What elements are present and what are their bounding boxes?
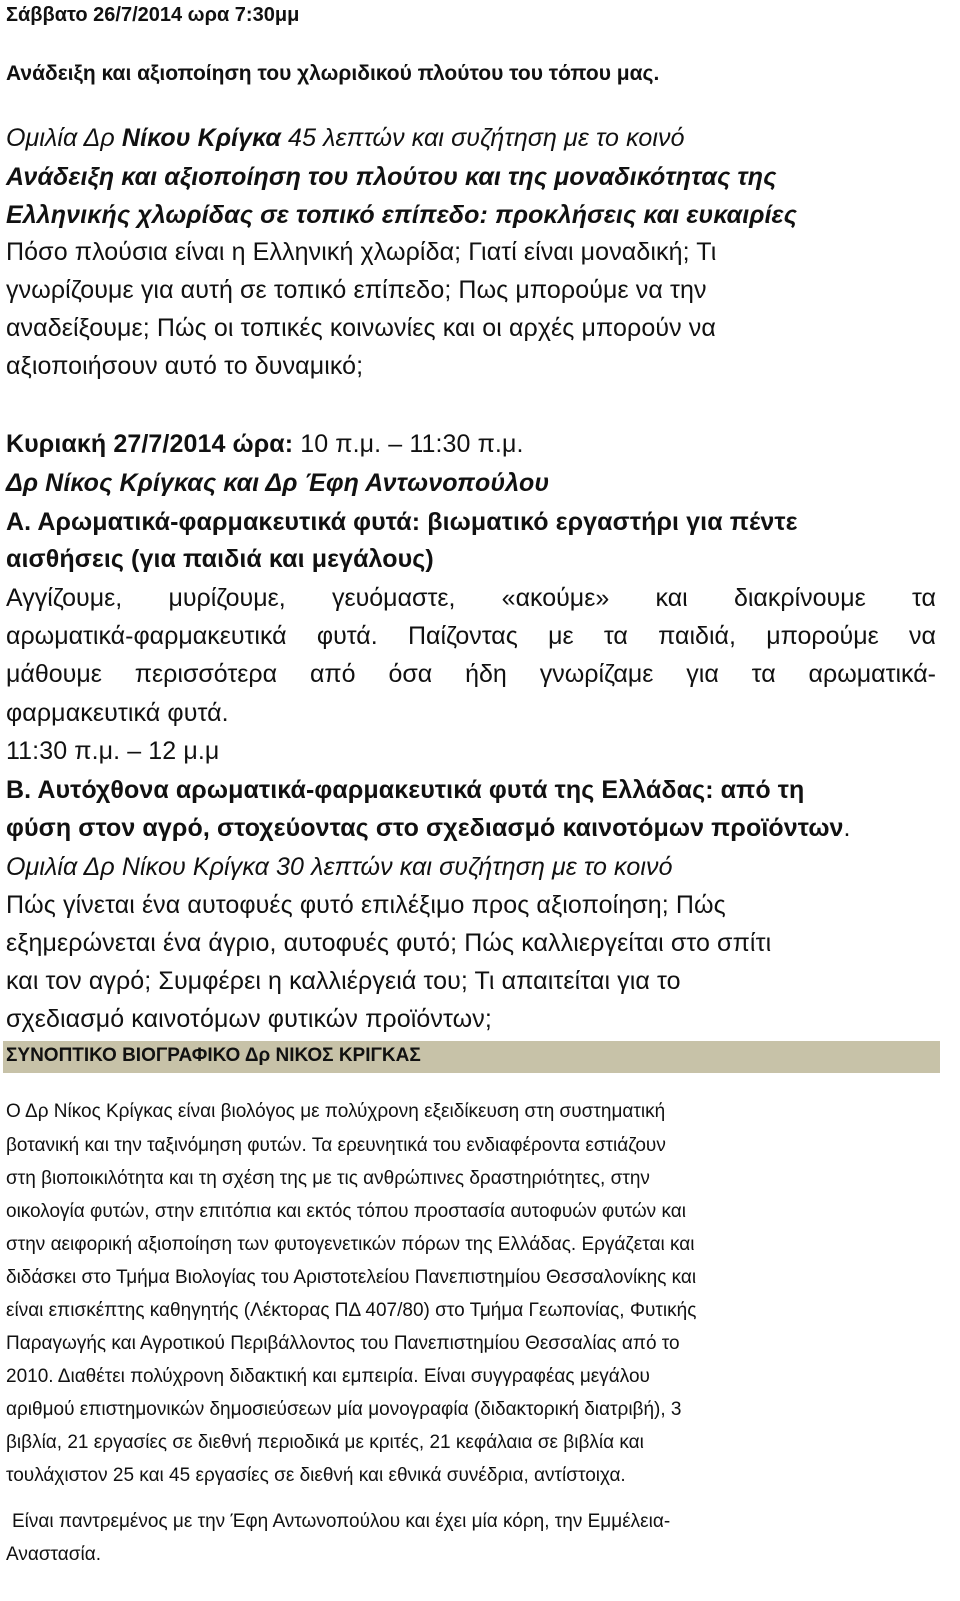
talk2-title-line-2 xyxy=(6,814,851,843)
talk1-body-line: αναδείξουμε; Πώς οι τοπικές κοινωνίες και οι αρχές μπορούν να xyxy=(6,314,716,342)
talk1-intro-suffix: 45 λεπτών και συζήτηση με το κοινό xyxy=(281,124,685,152)
bio-header-text: ΣΥΝΟΠΤΙΚΟ ΒΙΟΓΡΑΦΙΚΟ Δρ ΝΙΚΟΣ ΚΡΙΓΚΑΣ xyxy=(6,1045,421,1066)
bio-line: 2010. Διαθέτει πολύχρονη διδακτική και εμπειρία. Είναι συγγραφέας μεγάλου xyxy=(6,1366,650,1387)
talk2-title-text: φύση στον αγρό, στοχεύοντας στο σχεδιασμό καινοτόμων προϊόντων xyxy=(6,814,844,842)
talk2-intro: Ομιλία Δρ Νίκου Κρίγκα 30 λεπτών και συζήτηση με το κοινό xyxy=(6,853,673,881)
workshop-body-line: αρωματικά-φαρμακευτικά φυτά. Παίζοντας με τα παιδιά, μπορούμε να xyxy=(6,622,936,650)
bio-line: διδάσκει στο Τμήμα Βιολογίας του Αριστοτελείου Πανεπιστημίου Θεσσαλονίκης και xyxy=(6,1267,697,1288)
talk2-body-line: εξημερώνεται ένα άγριο, αυτοφυές φυτό; Πώς καλλιεργείται στο σπίτι xyxy=(6,929,772,957)
sunday-time-range: 10 π.μ. – 11:30 π.μ. xyxy=(293,430,524,458)
bio-family-line-2: Αναστασία. xyxy=(6,1544,101,1565)
talk1-intro xyxy=(6,124,685,153)
second-session-time: 11:30 π.μ. – 12 μ.μ xyxy=(6,737,220,765)
workshop-body-line: μάθουμε περισσότερα από όσα ήδη γνωρίζαμε για τα αρωματικά- xyxy=(6,660,936,688)
talk1-heading-line-1: Ανάδειξη και αξιοποίηση του πλούτου και της μοναδικότητας της xyxy=(6,163,777,191)
talk1-body-line: γνωρίζουμε για αυτή σε τοπικό επίπεδο; Πως μπορούμε να την xyxy=(6,276,707,304)
sunday-date-label: Κυριακή 27/7/2014 ώρα: xyxy=(6,430,294,458)
workshop-body-line: Αγγίζουμε, μυρίζουμε, γευόμαστε, «ακούμε» και διακρίνουμε τα xyxy=(6,584,936,612)
talk1-body-line: αξιοποιήσουν αυτό το δυναμικό; xyxy=(6,352,364,380)
workshop-body-line: φαρμακευτικά φυτά. xyxy=(6,699,229,727)
bio-header-bar xyxy=(3,1041,940,1073)
bio-line: οικολογία φυτών, στην επιτόπια και εκτός τόπου προστασία αυτοφυών φυτών και xyxy=(6,1201,686,1222)
talk1-body-line: Πόσο πλούσια είναι η Ελληνική χλωρίδα; Γιατί είναι μοναδική; Τι xyxy=(6,238,717,266)
talk2-title-period: . xyxy=(843,814,851,842)
bio-line: Παραγωγής και Αγροτικού Περιβάλλοντος του Πανεπιστημίου Θεσσαλίας από το xyxy=(6,1333,680,1354)
bio-line: αριθμού επιστημονικών δημοσιεύσεων μία μονογραφία (διδακτορική διατριβή), 3 xyxy=(6,1399,682,1420)
workshop-title-line-1: Α. Αρωματικά-φαρμακευτικά φυτά: βιωματικό εργαστήρι για πέντε xyxy=(6,508,798,536)
bio-line: στη βιοποικιλότητα και τη σχέση της με τις ανθρώπινες δραστηριότητες, στην xyxy=(6,1168,650,1189)
event-datetime: Σάββατο 26/7/2014 ωρα 7:30μμ xyxy=(6,4,300,26)
workshop-speakers: Δρ Νίκος Κρίγκας και Δρ Έφη Αντωνοπούλου xyxy=(6,469,550,497)
bio-line: είναι επισκέπτης καθηγητής (Λέκτορας ΠΔ 407/80) στο Τμήμα Γεωπονίας, Φυτικής xyxy=(6,1300,697,1321)
talk1-speaker-name: Νίκου Κρίγκα xyxy=(121,124,282,152)
talk1-intro-prefix: Ομιλία Δρ xyxy=(6,124,122,152)
bio-line: στην αειφορική αξιοποίηση των φυτογενετικών πόρων της Ελλάδας. Εργάζεται και xyxy=(6,1234,695,1255)
event-title: Ανάδειξη και αξιοποίηση του χλωριδικού πλούτου του τόπου μας. xyxy=(6,62,660,85)
sunday-schedule xyxy=(6,430,524,459)
workshop-title-line-2: αισθήσεις (για παιδιά και μεγάλους) xyxy=(6,545,434,573)
talk2-body-line: και τον αγρό; Συμφέρει η καλλιέργειά του; Τι απαιτείται για το xyxy=(6,967,681,995)
talk2-body-line: σχεδιασμό καινοτόμων φυτικών προϊόντων; xyxy=(6,1005,492,1033)
talk2-body-line: Πώς γίνεται ένα αυτοφυές φυτό επιλέξιμο προς αξιοποίηση; Πώς xyxy=(6,891,726,919)
bio-line: Ο Δρ Νίκος Κρίγκας είναι βιολόγος με πολύχρονη εξειδίκευση στη συστηματική xyxy=(6,1101,666,1122)
talk2-title-line-1: Β. Αυτόχθονα αρωματικά-φαρμακευτικά φυτά της Ελλάδας: από τη xyxy=(6,776,805,804)
bio-line: βιβλία, 21 εργασίες σε διεθνή περιοδικά με κριτές, 21 κεφάλαια σε βιβλία και xyxy=(6,1432,644,1453)
bio-line: τουλάχιστον 25 και 45 εργασίες σε διεθνή και εθνικά συνέδρια, αντίστοιχα. xyxy=(6,1465,626,1486)
talk1-heading-line-2: Ελληνικής χλωρίδας σε τοπικό επίπεδο: προκλήσεις και ευκαιρίες xyxy=(6,201,798,229)
bio-line: βοτανική και την ταξινόμηση φυτών. Τα ερευνητικά του ενδιαφέροντα εστιάζουν xyxy=(6,1135,666,1156)
bio-family-line-1: Είναι παντρεμένος με την Έφη Αντωνοπούλου και έχει μία κόρη, την Εμμέλεια- xyxy=(12,1511,671,1532)
